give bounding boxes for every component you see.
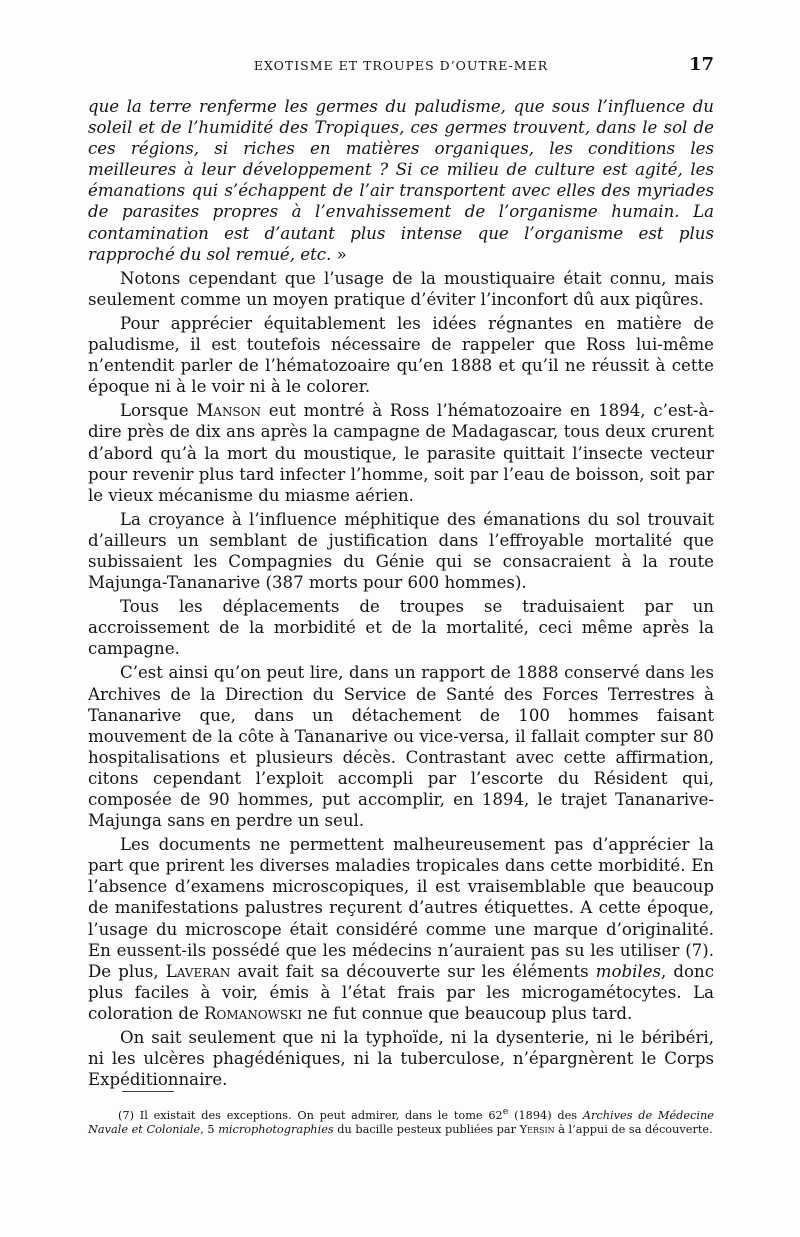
author-name-yersin: Yersin — [519, 1123, 555, 1137]
quote-text: que la terre renferme les germes du paludisme, que sous l’influence du soleil et de l’humidité des Tropiques, ces germes trouvent, dans le sol de ces régions, si riches en matières organiques, les conditions les meilleures à leur développement ? Si ce milieu de culture est agité, les émanations qui s’échappent de l’air transportent avec elles des myriades de parasites propres à l’envahissement de l’organisme humain. La contamination est d’autant plus intense que l’organisme est plus rapproché du sol remué, etc. — [88, 97, 714, 264]
paragraph-manson: Lorsque Manson eut montré à Ross l’hématozoaire en 1894, c’est-à-dire près de dix ans après la campagne de Madagascar, tous deux crurent d’abord qu’à la mort du moustique, le parasite quittait l’insecte vecteur pour revenir plus tard infecter l’homme, soit par l’eau de boisson, soit par le vieux mécanisme du miasme aérien. — [88, 401, 714, 505]
paragraph-mephitic-belief: La croyance à l’influence méphitique des émanations du sol trouvait d’ailleurs un semblant de justification dans l’effroyable mortalité que subissaient les Compagnies du Génie qui se consacraient à la route Majunga-Tananarive (387 morts pour 600 hommes). — [88, 509, 714, 593]
running-title: EXOTISME ET TROUPES D’OUTRE-MER — [253, 58, 549, 73]
paragraph-troop-movements: Tous les déplacements de troupes se traduisaient par un accroissement de la morbidité et de la mortalité, ceci même après la campagne. — [88, 597, 714, 659]
author-name-laveran: Laveran — [165, 961, 231, 981]
paragraph-diseases: On sait seulement que ni la typhoïde, ni la dysenterie, ni le béribéri, ni les ulcères phagédéniques, ni la tuberculose, n’épargnèrent le Corps Expéditionnaire. — [88, 1028, 714, 1090]
footnote-7: (7) Il existait des exceptions. On peut admirer, dans le tome 62e (1894) des Archives de Médecine Navale et Coloniale, 5 microphotographies du bacille pesteux publiées par Yersin à l’appui de sa découverte. — [88, 1106, 714, 1137]
footnote-divider — [122, 1091, 174, 1092]
paragraph-report-1888: C’est ainsi qu’on peut lire, dans un rapport de 1888 conservé dans les Archives de la Direction du Service de Santé des Forces Terrestres à Tananarive que, dans un détachement de 100 hommes faisant mouvement de la côte à Tananarive ou vice-versa, il fallait compter sur 80 hospitalisations et plusieurs décès. Contrastant avec cette affirmation, citons cependant l’exploit accompli par l’escorte du Résident qui, composée de 90 hommes, put accomplir, en 1894, le trajet Tananarive-Majunga sans en perdre un seul. — [88, 663, 714, 831]
paragraph-documents: Les documents ne permettent malheureusement pas d’apprécier la part que prirent les diverses maladies tropicales dans cette morbidité. En l’absence d’examens microscopiques, il est vraisemblable que beaucoup de manifestations palustres reçurent d’autres étiquettes. A cette époque, l’usage du microscope était considéré comme une marque d’originalité. En eussent-ils possédé que les médecins n’auraient pas su les utiliser (7). De plus, Laveran avait fait sa découverte sur les éléments mobiles, donc plus faciles à voir, émis à l’état frais par les microgamétocytes. La coloration de Romanowski ne fut connue que beaucoup plus tard. — [88, 835, 714, 1023]
emphasis-microphotographies: microphotographies — [218, 1123, 334, 1137]
author-name-romanowski: Romanowski — [204, 1003, 302, 1023]
body-text — [88, 96, 714, 1090]
ordinal-superscript: e — [502, 1106, 509, 1117]
paragraph-mosquito-net: Notons cependant que l’usage de la moustiquaire était connu, mais seulement comme un moyen pratique d’éviter l’inconfort dû aux piqûres. — [88, 268, 714, 309]
author-name-manson: Manson — [196, 401, 262, 421]
quote-close: » — [331, 244, 347, 264]
emphasis-mobiles: mobiles — [595, 961, 662, 981]
journal-title: Archives de Médecine Navale et Coloniale — [88, 1108, 714, 1137]
quoted-passage — [88, 96, 714, 265]
paragraph-ross: Pour apprécier équitablement les idées régnantes en matière de paludisme, il est toutefois nécessaire de rappeler que Ross lui-même n’entendit parler de l’hématozoaire qu’en 1888 et qu’il ne réussit à cette époque ni à le voir ni à le colorer. — [88, 313, 714, 397]
page-number: 17 — [688, 54, 714, 75]
